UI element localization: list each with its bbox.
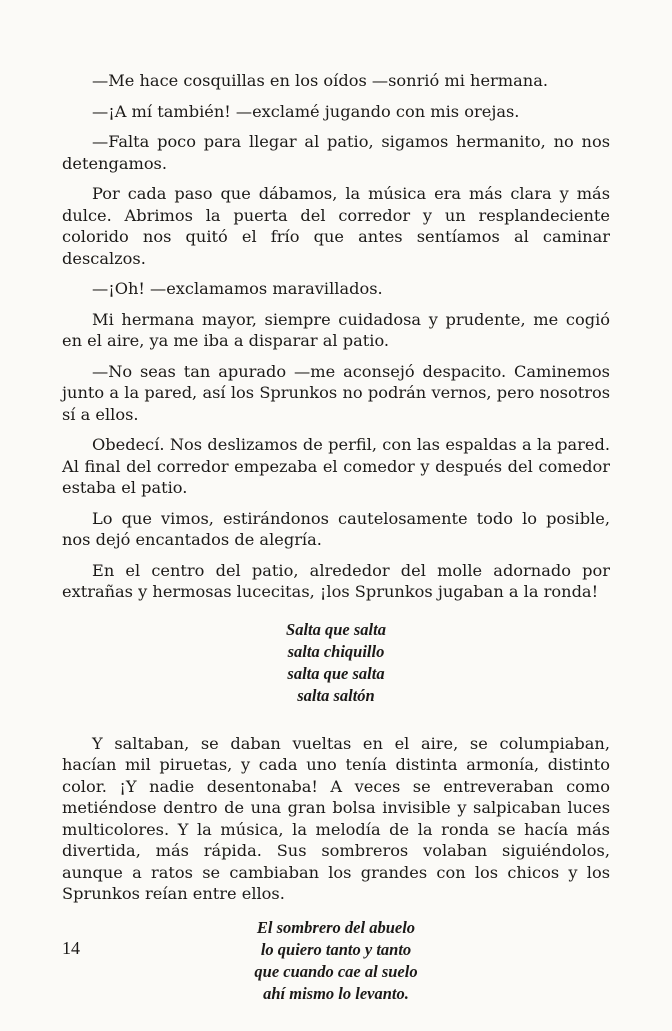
verse-line: El sombrero del abuelo <box>256 917 416 937</box>
song-verse-2 <box>62 917 610 1005</box>
verse-line: lo quiero tanto y tanto <box>260 939 412 959</box>
book-page <box>62 70 610 1031</box>
verse-line: salta que salta <box>287 663 385 683</box>
paragraph-5: —¡Oh! —exclamamos maravillados. <box>92 279 383 298</box>
song-verse-1 <box>62 619 610 707</box>
paragraph-8: Obedecí. Nos deslizamos de perfil, con las espaldas a la pared. Al final del corredor empezaba el comedor y después del comedor estaba el patio. <box>62 435 610 497</box>
page-number: 14 <box>62 938 80 958</box>
paragraph-1: —Me hace cosquillas en los oídos —sonrió mi hermana. <box>92 71 549 90</box>
paragraph-3: —Falta poco para llegar al patio, sigamos hermanito, no nos detengamos. <box>62 132 610 173</box>
paragraph-2: —¡A mí también! —exclamé jugando con mis orejas. <box>92 101 520 121</box>
verse-line: ahí mismo lo levanto. <box>263 983 409 1003</box>
paragraph-4: Por cada paso que dábamos, la música era más clara y más dulce. Abrimos la puerta del corredor y un resplandeciente colorido nos quitó el frío que antes sentíamos al caminar descalzos. <box>62 184 610 268</box>
verse-line: salta chiquillo <box>287 641 385 661</box>
verse-line: Salta que salta <box>286 619 386 639</box>
verse-line: que cuando cae al suelo <box>254 961 418 981</box>
verse-line: salta saltón <box>297 685 375 705</box>
paragraph-7: —No seas tan apurado —me aconsejó despacito. Caminemos junto a la pared, así los Sprunkos no podrán vernos, pero nosotros sí a ellos. <box>62 361 610 424</box>
paragraph-6: Mi hermana mayor, siempre cuidadosa y prudente, me cogió en el aire, ya me iba a disparar al patio. <box>62 309 610 350</box>
paragraph-11: Y saltaban, se daban vueltas en el aire, se columpiaban, hacían mil piruetas, y cada uno tenía distinta armonía, distinto color. ¡Y nadie desentonaba! A veces se entreveraban como metiéndose dentro de una gran bolsa invisible y salpicaban luces multicolores. Y la música, la melodía de la ronda se hacía más divertida, más rápida. Sus sombreros volaban siguiéndolos, aunque a ratos se cambiaban los grandes con los chicos y los Sprunkos reían entre ellos. <box>62 733 610 903</box>
paragraph-9: Lo que vimos, estirándonos cautelosamente todo lo posible, nos dejó encantados de alegría. <box>62 508 610 549</box>
paragraph-10: En el centro del patio, alrededor del molle adornado por extrañas y hermosas lucecitas, ¡los Sprunkos jugaban a la ronda! <box>62 560 610 601</box>
